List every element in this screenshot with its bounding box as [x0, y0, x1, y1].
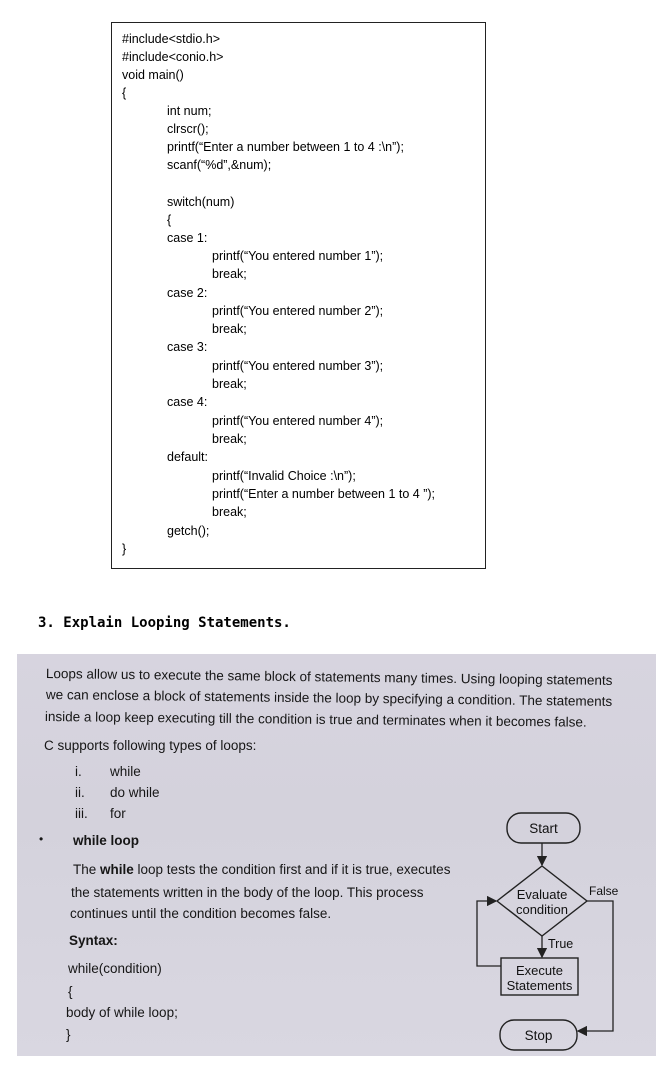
- intro-line-2: we can enclose a block of statements inside the loop by specifying a condition. The statements: [45, 687, 613, 709]
- code-line: }: [122, 542, 127, 556]
- desc-line-3: continues until the condition becomes false.: [70, 906, 332, 921]
- code-line: case 4:: [167, 395, 208, 409]
- code-line: break;: [212, 432, 247, 446]
- code-line: case 2:: [167, 286, 208, 300]
- code-line: #include<stdio.h>: [122, 32, 220, 46]
- flowchart-drawing: [17, 654, 656, 1056]
- code-line: break;: [212, 377, 247, 391]
- code-line: int num;: [167, 104, 212, 118]
- code-line: switch(num): [167, 195, 235, 209]
- loop-type-num-2: ii.: [75, 785, 85, 800]
- code-line: {: [122, 86, 127, 100]
- code-line: printf(“Enter a number between 1 to 4 ”);: [212, 487, 436, 501]
- true-label: True: [548, 937, 574, 951]
- code-line: getch();: [167, 524, 210, 538]
- arrow-false-to-stop: [578, 901, 613, 1031]
- code-line: #include<conio.h>: [122, 50, 224, 64]
- loop-type-num-1: i.: [75, 764, 82, 779]
- code-line: printf(“You entered number 1”);: [212, 249, 384, 263]
- section-heading: 3. Explain Looping Statements.: [38, 615, 291, 631]
- code-line: printf(“You entered number 2”);: [212, 304, 384, 318]
- intro-line-3: inside a loop keep executing till the condition is true and terminates when it becomes false.: [44, 709, 587, 730]
- syntax-line-3: body of while loop;: [66, 1005, 178, 1020]
- loop-type-name-1: while: [110, 764, 141, 779]
- code-line: break;: [212, 267, 247, 281]
- code-line: clrscr();: [167, 122, 209, 136]
- code-line: printf(“You entered number 4”);: [212, 414, 384, 428]
- code-line: printf(“You entered number 3”);: [212, 359, 384, 373]
- code-line: case 3:: [167, 340, 208, 354]
- loop-type-name-2: do while: [110, 785, 160, 800]
- syntax-label: Syntax:: [69, 933, 118, 948]
- evaluate-label: Evaluate condition: [515, 887, 569, 917]
- bullet-icon: •: [39, 832, 44, 846]
- syntax-line-4: }: [66, 1027, 71, 1042]
- code-line: printf(“Enter a number between 1 to 4 :\n”);: [167, 140, 404, 154]
- syntax-line-1: while(condition): [68, 961, 162, 976]
- loop-types-intro: C supports following types of loops:: [44, 738, 257, 753]
- code-line: {: [167, 213, 172, 227]
- code-line: printf(“Invalid Choice :\n”);: [212, 469, 356, 483]
- stop-label: Stop: [524, 1028, 553, 1043]
- execute-label: Execute Statements: [506, 963, 573, 993]
- loop-type-num-3: iii.: [75, 806, 88, 821]
- intro-line-1: Loops allow us to execute the same block of statements many times. Using looping statements: [45, 666, 613, 688]
- false-label: False: [589, 884, 619, 898]
- start-label: Start: [529, 821, 558, 836]
- scanned-book-page: [17, 654, 656, 1056]
- loop-type-name-3: for: [110, 806, 126, 821]
- code-listing-box: [111, 22, 486, 569]
- code-line: case 1:: [167, 231, 208, 245]
- desc-line-2: the statements written in the body of the loop. This process: [71, 885, 424, 900]
- while-loop-heading: while loop: [73, 833, 139, 848]
- code-line: default:: [167, 450, 209, 464]
- desc-line-1: The while loop tests the condition first and if it is true, executes: [73, 862, 451, 877]
- code-line: break;: [212, 505, 247, 519]
- code-line: void main(): [122, 68, 184, 82]
- code-line: scanf(“%d”,&num);: [167, 158, 272, 172]
- code-line: break;: [212, 322, 247, 336]
- arrow-loop-back: [477, 901, 501, 966]
- syntax-line-2: {: [68, 984, 73, 999]
